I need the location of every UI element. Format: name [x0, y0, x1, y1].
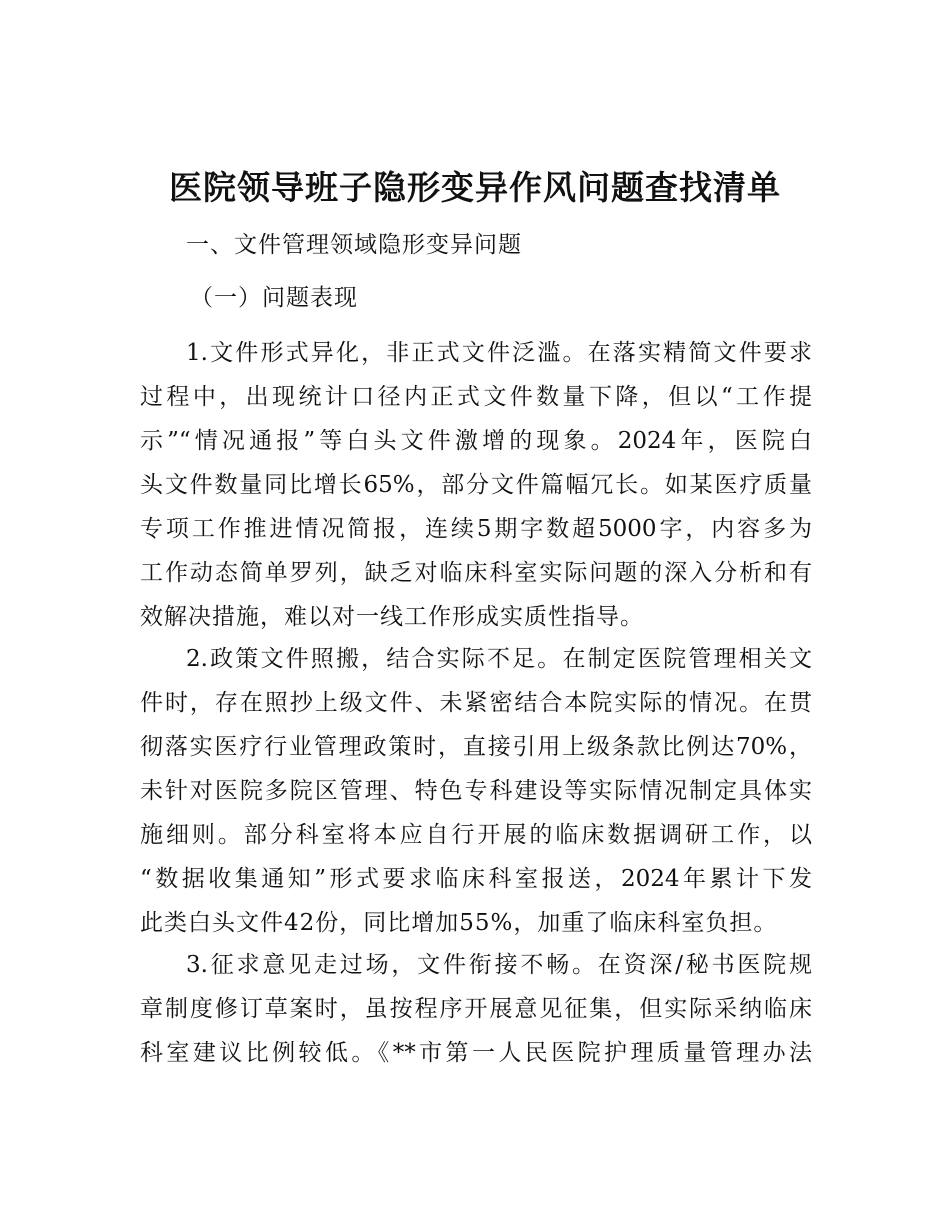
paragraph-line: 科室建议比例较低。《**市第一人民医院护理质量管理办法: [140, 1040, 812, 1066]
paragraph-line: 专项工作推进情况简报，连续5期字数超5000字，内容多为: [140, 516, 812, 542]
paragraph-1: [140, 331, 812, 639]
paragraph-line: 头文件数量同比增长65%，部分文件篇幅冗长。如某医疗质量: [140, 472, 812, 498]
paragraph-2: [140, 637, 812, 945]
paragraph-line: 件时，存在照抄上级文件、未紧密结合本院实际的情况。在贯: [140, 690, 812, 716]
section-heading: 一、文件管理领域隐形变异问题: [186, 232, 522, 258]
paragraph-line: 施细则。部分科室将本应自行开展的临床数据调研工作，以: [140, 822, 812, 848]
subsection-heading: （一）问题表现: [190, 285, 358, 311]
paragraph-line: 彻落实医疗行业管理政策时，直接引用上级条款比例达70%，: [140, 734, 812, 760]
document-title: 医院领导班子隐形变异作风问题查找清单: [169, 168, 781, 207]
paragraph-line: 效解决措施，难以对一线工作形成实质性指导。: [140, 604, 644, 630]
paragraph-line: 3.征求意见走过场，文件衔接不畅。在资深/秘书医院规: [186, 952, 812, 978]
paragraph-line: 此类白头文件42份，同比增加55%，加重了临床科室负担。: [140, 910, 778, 936]
paragraph-line: 未针对医院多院区管理、特色专科建设等实际情况制定具体实: [140, 778, 812, 804]
paragraph-line: 工作动态简单罗列，缺乏对临床科室实际问题的深入分析和有: [140, 560, 812, 586]
paragraph-line: 过程中，出现统计口径内正式文件数量下降，但以“工作提: [140, 384, 812, 410]
paragraph-line: “数据收集通知”形式要求临床科室报送，2024年累计下发: [140, 866, 812, 892]
paragraph-3: [140, 943, 812, 1075]
paragraph-line: 章制度修订草案时，虽按程序开展意见征集，但实际采纳临床: [140, 996, 812, 1022]
paragraph-line: 示”“情况通报”等白头文件激增的现象。2024年，医院白: [140, 428, 812, 454]
paragraph-line: 1.文件形式异化，非正式文件泛滥。在落实精简文件要求: [186, 340, 812, 366]
paragraph-line: 2.政策文件照搬，结合实际不足。在制定医院管理相关文: [186, 646, 812, 672]
